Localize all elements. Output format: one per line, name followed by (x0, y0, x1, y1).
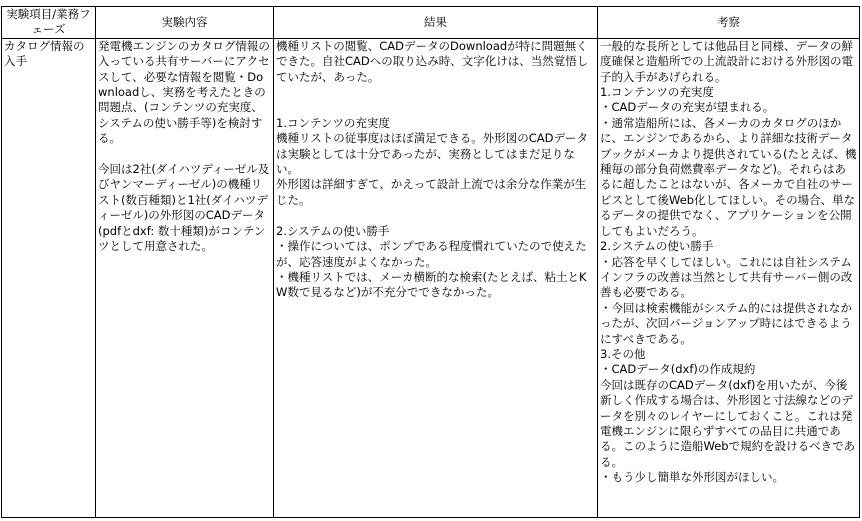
header-item: 実験項目/業務フェーズ (2, 7, 96, 39)
report-table (1, 6, 860, 518)
cell-result (274, 38, 598, 517)
discussion-text: 一般的な長所としては他品目と同様、データの鮮度確保と造船所での上流設計における外形図の電子的入手があげられる。 1.コンテンツの充実度 ・CADデータの充実が望まれる。 ・通常造船所には、各メーカのカタログのほかに、エンジンであるから、より詳細な技術データブックがメーカより提供されている(たとえば、機種毎の部分負荷燃費率データなど)。それらはあるに超したことはないが、各メーカで自社のサービスとして後Web化してほしい。その場合、単なるデータの提供でなく、アプリケーションを公開してもよいだろう。 2.システムの使い勝手 ・応答を早くしてほしい。これには自社システムインフラの改善は当然として共有サーバー側の改善も必要である。 ・今回は検索機能がシステム的には提供されなかったが、次回バージョンアップ時にはできるようにすべきである。 3.その他 ・CADデータ(dxf)の作成規約 今回は既存のCADデータ(dxf)を用いたが、今後新しく作成する場合は、外形図と寸法線などのデータを別々のレイヤーにしておくこと。これは発電機エンジンに限らずすべての品目に共通である。このように造船Webで規約を設けるべきである。 ・もう少し簡単な外形図がほしい。 (600, 38, 857, 485)
item-text: カタログ情報の入手 (4, 38, 85, 69)
cell-content (96, 38, 274, 517)
result-text: 機種リストの閲覧、CADデータのDownloadが特に問題無くできた。自社CADへの取り込み時、文字化けは、当然覚悟していたが、あった。 1.コンテンツの充実度 機種リストの従事度はほぼ満足できる。外形図のCADデータは実験としては十分であったが、実務としてはまだ足りない。 外形図は詳細すぎて、かえって設計上流では余分な作業が生じた。 2.システムの使い勝手 ・操作については、ポンプである程度慣れていたので使えたが、応答速度がよくなかった。 ・機種リストでは、メーカ横断的な検索(たとえば、粘土とKW数で見るなど)が不充分でできなかった。 (276, 38, 589, 300)
header-row (2, 7, 860, 39)
header-discussion: 考察 (598, 7, 860, 39)
header-result: 結果 (274, 7, 598, 39)
cell-discussion (598, 38, 860, 517)
content-text: 発電機エンジンのカタログ情報の入っている共有サーバーにアクセスして、必要な情報を閲覧・Downloadし、実務を考えたときの問題点、(コンテンツの充実度、システムの使い勝手等)を検討する。 今回は2社(ダイハツディーゼル及びヤンマーディーゼル)の機種リスト(数百種類)と1社(ダイハツディーゼル)の外形図のCADデータ(pdfとdxf: 数十種類)がコンテンツとして用意された。 (98, 38, 270, 254)
table-row (2, 38, 860, 517)
header-content: 実験内容 (96, 7, 274, 39)
cell-item (2, 38, 96, 517)
